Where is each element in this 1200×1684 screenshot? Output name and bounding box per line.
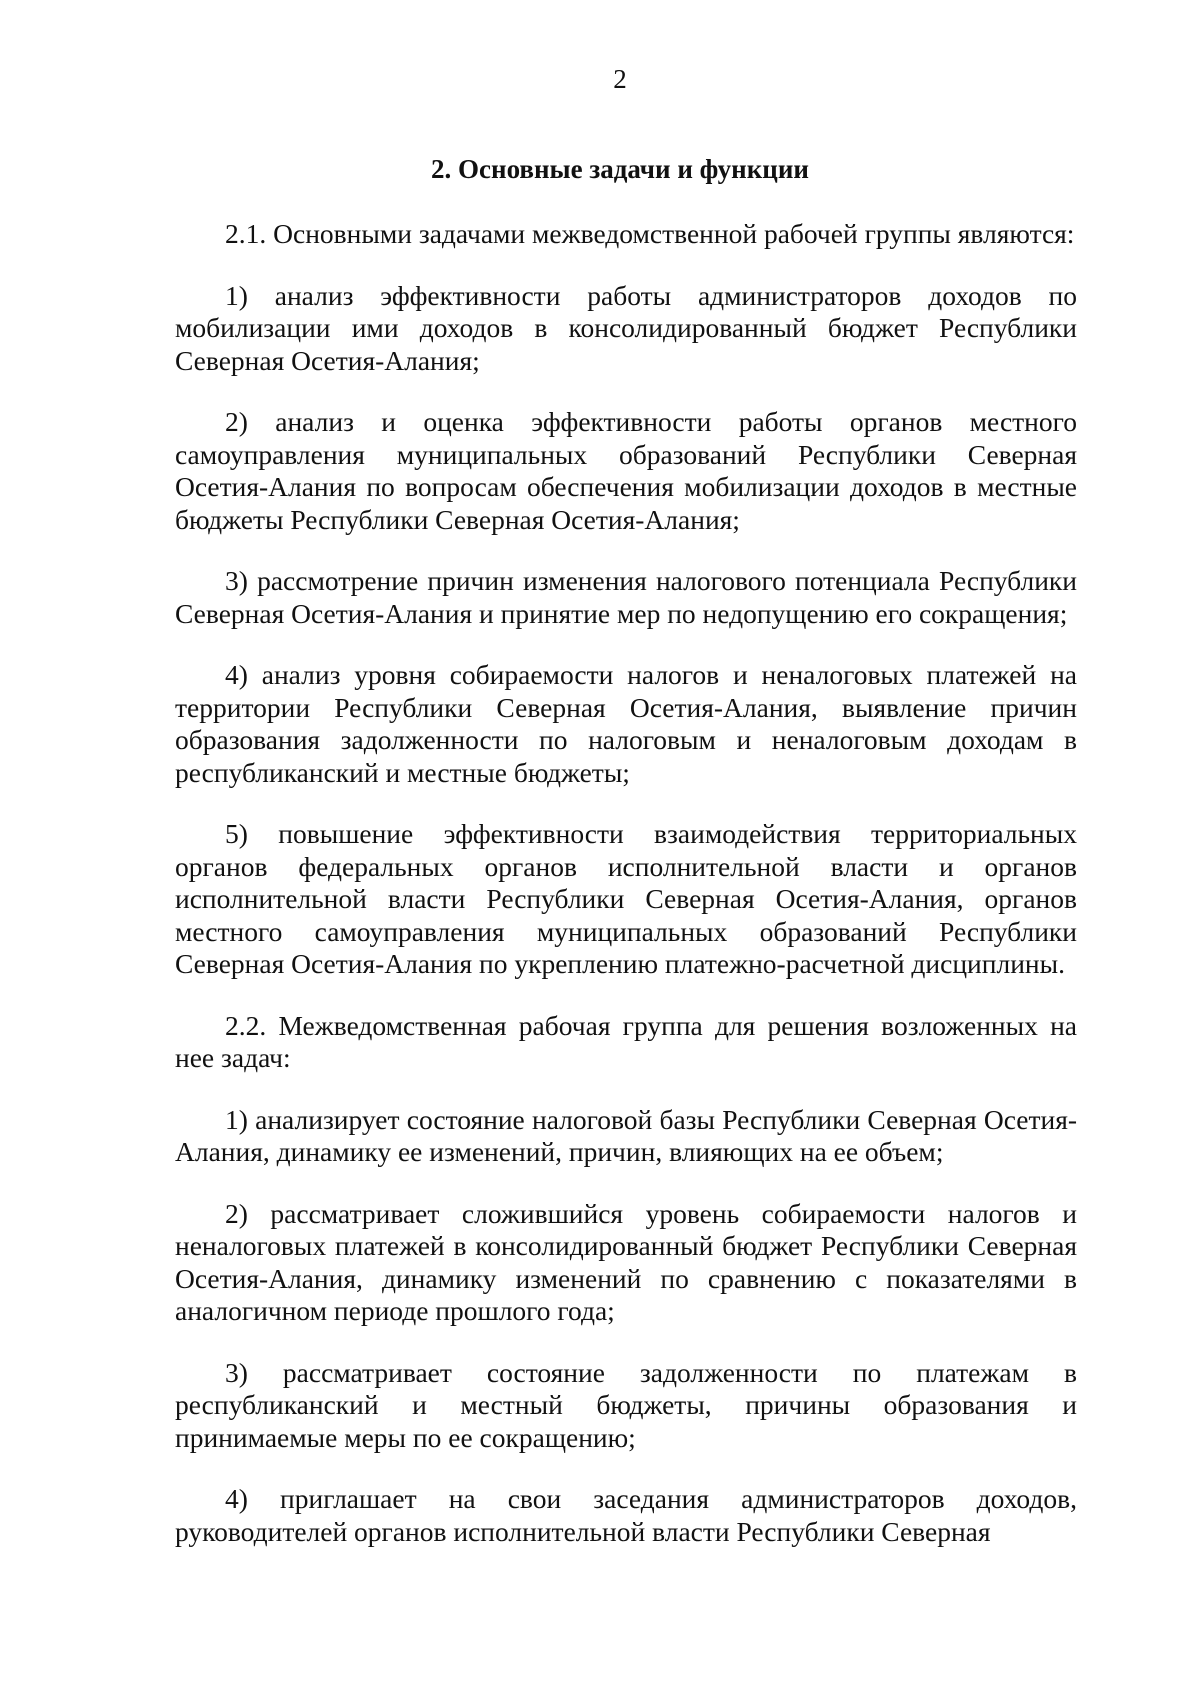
paragraph-2-1-item-4: 4) анализ уровня собираемости налогов и неналоговых платежей на территории Республики Северная Осетия-Алания, выявление причин образования задолженности по налоговым и неналоговым доходам в республиканский и местные бюджеты; (175, 659, 1077, 788)
paragraph-2-1-item-1: 1) анализ эффективности работы администраторов доходов по мобилизации ими доходов в консолидированный бюджет Республики Северная Осетия-Алания; (175, 279, 1077, 376)
paragraph-2-2-item-3: 3) рассматривает состояние задолженности по платежам в республиканский и местный бюджеты, причины образования и принимаемые меры по ее сокращению; (175, 1356, 1077, 1453)
paragraph-2-2-item-1: 1) анализирует состояние налоговой базы Республики Северная Осетия-Алания, динамику ее изменений, причин, влияющих на ее объем; (175, 1103, 1077, 1167)
document-body (175, 218, 1077, 1576)
section-title: 2. Основные задачи и функции (431, 154, 809, 184)
paragraph-2-2-item-4: 4) приглашает на свои заседания администраторов доходов, руководителей органов исполнительной власти Республики Северная (175, 1483, 1077, 1547)
paragraph-2-2-item-2: 2) рассматривает сложившийся уровень собираемости налогов и неналоговых платежей в консолидированный бюджет Республики Северная Осетия-Алания, динамику изменений по сравнению с показателями в аналогичном периоде прошлого года; (175, 1197, 1077, 1326)
paragraph-2-2: 2.2. Межведомственная рабочая группа для решения возложенных на нее задач: (175, 1009, 1077, 1073)
paragraph-2-1-item-5: 5) повышение эффективности взаимодействия территориальных органов федеральных органов исполнительной власти и органов исполнительной власти Республики Северная Осетия-Алания, органов местного самоуправления муниципальных образований Республики Северная Осетия-Алания по укреплению платежно-расчетной дисциплины. (175, 818, 1077, 979)
page-number: 2 (613, 64, 627, 94)
paragraph-2-1-item-3: 3) рассмотрение причин изменения налогового потенциала Республики Северная Осетия-Алания и принятие мер по недопущению его сокращения; (175, 565, 1077, 629)
paragraph-2-1-item-2: 2) анализ и оценка эффективности работы органов местного самоуправления муниципальных образований Республики Северная Осетия-Алания по вопросам обеспечения мобилизации доходов в местные бюджеты Республики Северная Осетия-Алания; (175, 406, 1077, 535)
paragraph-2-1: 2.1. Основными задачами межведомственной рабочей группы являются: (225, 218, 1075, 249)
